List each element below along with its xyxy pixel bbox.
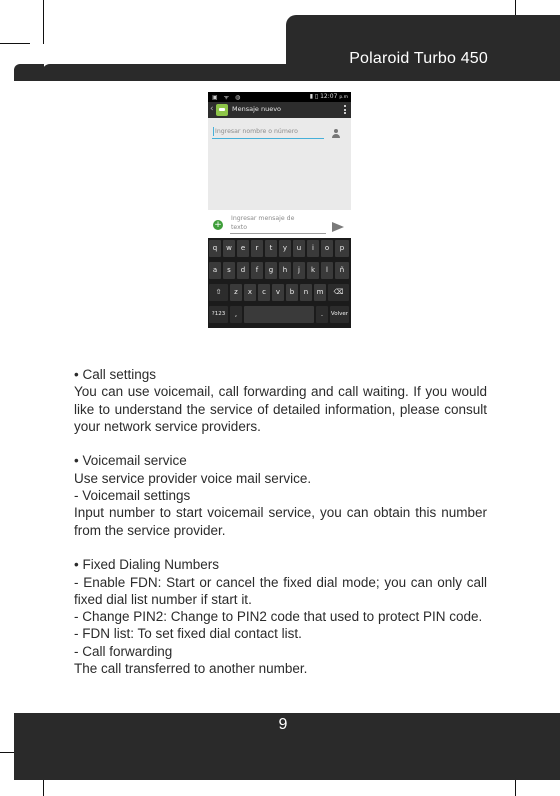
status-clock: ▮ ▯ 12:07 p.m [309, 93, 348, 100]
key-c[interactable]: c [258, 284, 270, 301]
key-m[interactable]: m [314, 284, 326, 301]
keyboard-row-3 [208, 284, 351, 303]
backspace-icon[interactable]: ⌫ [328, 284, 349, 301]
key-l[interactable]: l [321, 262, 333, 279]
fdn-change-pin2: - Change PIN2: Change to PIN2 code that used to protect PIN code. [74, 609, 483, 625]
messaging-app-icon[interactable] [216, 104, 228, 116]
call-forwarding-body: The call transferred to another number. [74, 661, 308, 677]
key-a[interactable]: a [209, 262, 221, 279]
key-y[interactable]: y [279, 240, 291, 257]
overflow-menu-icon[interactable] [344, 104, 347, 115]
text-cursor [213, 127, 214, 136]
key-x[interactable]: x [244, 284, 256, 301]
comma-key[interactable]: , [230, 306, 242, 323]
crop-mark [0, 43, 30, 44]
enter-key[interactable]: Volver [330, 306, 349, 323]
key-d[interactable]: d [237, 262, 249, 279]
action-bar [208, 102, 351, 118]
call-settings-heading: • Call settings [74, 367, 157, 382]
fdn-enable: - Enable FDN: Start or cancel the fixed dial mode; you can only call fixed dial list number if start it. [74, 574, 487, 607]
key-r[interactable]: r [251, 240, 263, 257]
call-settings-body: You can use voicemail, call forwarding and call waiting. If you would like to understand the service of detailed information, please consult your network service providers. [74, 384, 487, 434]
space-key[interactable] [244, 306, 314, 323]
voicemail-service-body: Use service provider voice mail service. [74, 470, 312, 486]
key-g[interactable]: g [265, 262, 277, 279]
voicemail-service-heading: • Voicemail service [74, 453, 187, 469]
key-n-tilde[interactable]: ñ [335, 262, 349, 279]
symbols-key[interactable]: ?123 [209, 306, 228, 323]
key-n[interactable]: n [300, 284, 312, 301]
key-q[interactable]: q [209, 240, 221, 257]
key-j[interactable]: j [293, 262, 305, 279]
key-f[interactable]: f [251, 262, 263, 279]
key-w[interactable]: w [223, 240, 235, 257]
page-number: 9 [278, 716, 288, 733]
shift-icon[interactable]: ⇧ [209, 284, 228, 301]
fdn-list: - FDN list: To set fixed dial contact list. [74, 626, 302, 642]
soft-keyboard [208, 238, 351, 328]
manual-content [74, 366, 487, 677]
header-band-left [14, 64, 44, 81]
recipient-input[interactable]: Ingresar nombre o número [212, 125, 324, 139]
key-v[interactable]: v [272, 284, 284, 301]
key-z[interactable]: z [230, 284, 242, 301]
keyboard-row-1 [208, 240, 351, 259]
period-key[interactable]: . [316, 306, 328, 323]
key-k[interactable]: k [307, 262, 319, 279]
fdn-heading: • Fixed Dialing Numbers [74, 557, 220, 573]
manual-title: Polaroid Turbo 450 [349, 50, 488, 67]
add-contact-icon[interactable] [331, 129, 341, 139]
action-bar-title: Mensaje nuevo [232, 105, 282, 113]
notification-icons: ▣ ᯤ ◍ [212, 94, 243, 101]
back-chevron-icon[interactable]: ‹ [210, 104, 214, 114]
key-i[interactable]: i [307, 240, 319, 257]
key-o[interactable]: o [321, 240, 333, 257]
add-attachment-icon[interactable]: + [214, 220, 222, 230]
key-b[interactable]: b [286, 284, 298, 301]
key-u[interactable]: u [293, 240, 305, 257]
phone-screenshot [208, 92, 351, 328]
key-s[interactable]: s [223, 262, 235, 279]
keyboard-row-2 [208, 262, 351, 281]
crop-mark [43, 0, 44, 44]
key-h[interactable]: h [279, 262, 291, 279]
key-t[interactable]: t [265, 240, 277, 257]
status-bar [208, 92, 351, 102]
key-p[interactable]: p [335, 240, 349, 257]
compose-bar [208, 210, 351, 238]
message-input[interactable]: Ingresar mensaje de texto [230, 213, 326, 234]
call-forwarding-heading: - Call forwarding [74, 643, 173, 659]
send-icon[interactable] [332, 222, 344, 232]
key-e[interactable]: e [237, 240, 249, 257]
voicemail-settings-body: Input number to start voicemail service, you can obtain this number from the service provider. [74, 505, 487, 538]
voicemail-settings-heading: - Voicemail settings [74, 488, 191, 504]
keyboard-row-4 [208, 306, 351, 325]
